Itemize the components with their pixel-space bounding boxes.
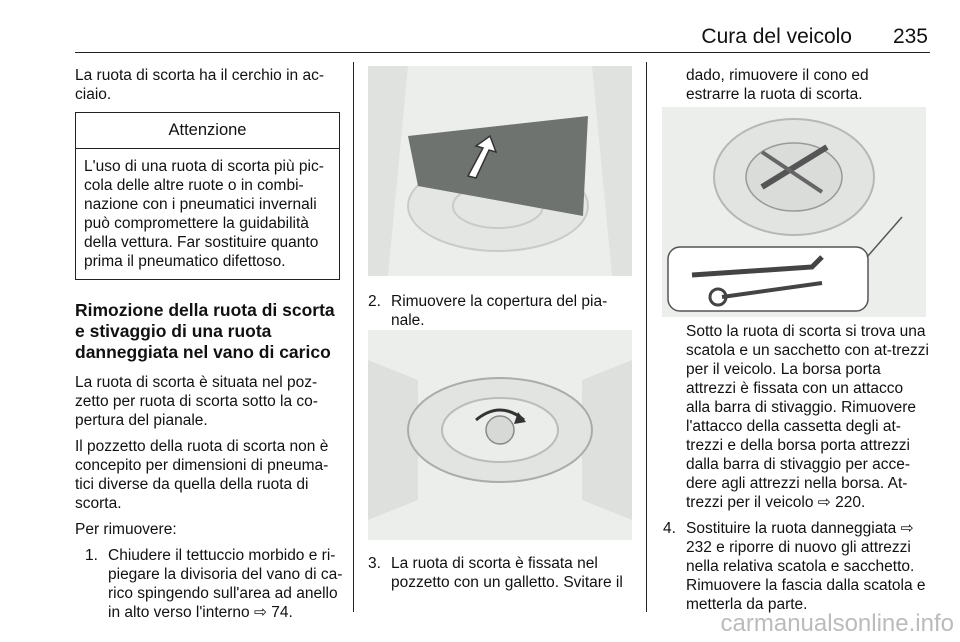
column-3-bottom bbox=[663, 322, 929, 614]
intro-text: La ruota di scorta ha il cerchio in ac-ciaio. bbox=[75, 67, 324, 103]
column-3-top bbox=[663, 66, 925, 104]
step-text: Rimuovere la copertura del pia-nale. bbox=[391, 293, 608, 329]
step-number: 2. bbox=[368, 293, 381, 310]
step-number: 3. bbox=[368, 555, 381, 572]
paragraph: La ruota di scorta è situata nel poz-zetto per ruota di scorta sotto la co-pertura del pianale. bbox=[75, 374, 318, 429]
warning-box bbox=[75, 112, 340, 280]
step-text: La ruota di scorta è fissata nel pozzetto con un galletto. Svitare il bbox=[391, 555, 623, 591]
column-divider bbox=[353, 62, 354, 612]
paragraph: Per rimuovere: bbox=[75, 521, 177, 538]
tool-note: Sotto la ruota di scorta si trova una scatola e un sacchetto con at-trezzi per il veicolo. La borsa porta attrezzi è fissata con un attacco alla barra di stivaggio. Rimuovere l'attacco della cassetta degli at-trezzi e della borsa porta attrezzi dalla barra di stivaggio per acce-dere agli attrezzi nella borsa. At-trezzi per il veicolo ⇨ 220. bbox=[686, 323, 929, 511]
warning-title: Attenzione bbox=[76, 113, 339, 149]
section-title: Cura del veicolo bbox=[701, 25, 852, 48]
step-number: 4. bbox=[663, 520, 676, 537]
page-number: 235 bbox=[892, 25, 928, 48]
warning-text: L'uso di una ruota di scorta più pic-cola delle altre ruote o in combi-nazione con i pneumatici invernali può compromettere la guidabilità della vettura. Far sostituire quanto prima il pneumatico difettoso. bbox=[84, 158, 324, 270]
step-4 bbox=[663, 519, 929, 614]
step-2 bbox=[368, 292, 636, 330]
trunk-floor-cover-illustration bbox=[368, 66, 632, 276]
spare-wheel-well-illustration bbox=[368, 330, 632, 540]
column-1 bbox=[75, 66, 343, 622]
step-3 bbox=[368, 554, 640, 592]
paragraph: Il pozzetto della ruota di scorta non è concepito per dimensioni di pneuma-tici diverse da quella della ruota di scorta. bbox=[75, 438, 329, 512]
step-3-continuation: dado, rimuovere il cono ed estrarre la ruota di scorta. bbox=[686, 67, 869, 103]
step-number: 1. bbox=[85, 547, 98, 564]
step-text: Sostituire la ruota danneggiata ⇨ 232 e riporre di nuovo gli attrezzi nella relativa scatola e sacchetto. Rimuovere la fascia dalla scatola e metterla da parte. bbox=[686, 520, 926, 613]
section-heading: Rimozione della ruota di scorta e stivaggio di una ruota danneggiata nel vano di carico bbox=[75, 300, 335, 362]
tool-kit-illustration bbox=[662, 107, 926, 317]
page-header bbox=[75, 22, 930, 53]
step-3-item bbox=[368, 554, 640, 592]
column-divider bbox=[646, 62, 647, 612]
step-1 bbox=[85, 546, 343, 622]
step-text: Chiudere il tettuccio morbido e ri-piegare la divisoria del vano di ca-rico spingendo sull'area ad anello in alto verso l'interno ⇨ 74. bbox=[108, 547, 343, 621]
watermark: carmanualsonline.info bbox=[720, 610, 954, 637]
step-2-item bbox=[368, 292, 636, 330]
